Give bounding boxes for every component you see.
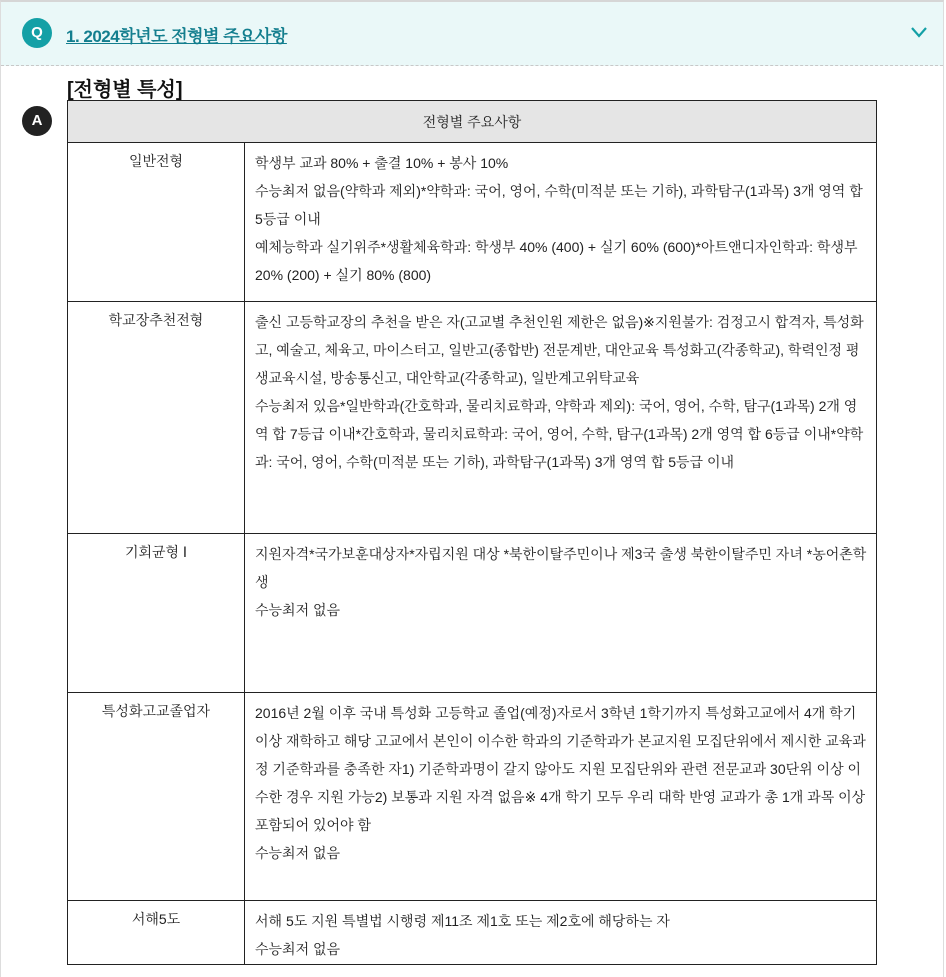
detail-line: 예체능학과 실기위주*생활체육학과: 학생부 40% (400) + 실기 60% (600)*아트앤디자인학과: 학생부 20% (200) + 실기 80% (800) bbox=[255, 239, 858, 283]
table-row bbox=[68, 901, 877, 965]
admission-details bbox=[245, 143, 877, 302]
question-badge: Q bbox=[22, 18, 52, 48]
admission-details bbox=[245, 901, 877, 965]
admission-details bbox=[245, 534, 877, 693]
admission-type: 특성화고교졸업자 bbox=[68, 693, 245, 901]
table-row bbox=[68, 302, 877, 534]
detail-line: 수능최저 없음(약학과 제외)*약학과: 국어, 영어, 수학(미적분 또는 기하), 과학탐구(1과목) 3개 영역 합 5등급 이내 bbox=[255, 183, 863, 227]
answer-badge: A bbox=[22, 106, 52, 136]
table-row bbox=[68, 534, 877, 693]
admission-type: 기회균형 Ⅰ bbox=[68, 534, 245, 693]
detail-line: 서해 5도 지원 특별법 시행령 제11조 제1호 또는 제2호에 해당하는 자 bbox=[255, 913, 670, 929]
question-title-link[interactable]: 1. 2024학년도 전형별 주요사항 bbox=[66, 27, 287, 46]
detail-line: 지원자격*국가보훈대상자*자립지원 대상 *북한이탈주민이나 제3국 출생 북한이탈주민 자녀 *농어촌학생 bbox=[255, 546, 867, 590]
detail-line: 2016년 2월 이후 국내 특성화 고등학교 졸업(예정)자로서 3학년 1학기까지 특성화고교에서 4개 학기 이상 재학하고 해당 고교에서 본인이 이수한 학과의 기준학과가 본교지원 모집단위에서 제시한 교육과정 기준학과를 충족한 자1) 기준학과명이 갈지 않아도 지원 모집단위와 관련 전문교과 30단위 이상 이수한 경우 지원 가능2) 보통과 지원 자격 없음※ 4개 학기 모두 우리 대학 반영 교과가 총 1개 과목 이상 포함되어 있어야 함 bbox=[255, 705, 866, 833]
table-row bbox=[68, 143, 877, 302]
admission-type: 학교장추천전형 bbox=[68, 302, 245, 534]
table-header: 전형별 주요사항 bbox=[68, 101, 877, 143]
chevron-down-icon[interactable] bbox=[909, 22, 929, 42]
question-header[interactable] bbox=[1, 2, 943, 66]
admission-details bbox=[245, 693, 877, 901]
admission-type: 서해5도 bbox=[68, 901, 245, 965]
table-row bbox=[68, 693, 877, 901]
detail-line: 수능최저 없음 bbox=[255, 941, 341, 957]
detail-line: 출신 고등학교장의 추천을 받은 자(고교별 추천인원 제한은 없음)※지원불가: 검정고시 합격자, 특성화고, 예술고, 체육고, 마이스터고, 일반고(종합반) 전문계반, 대안교육 특성화고(각종학교), 학력인정 평생교육시설, 방송통신고, 대안학교(각종학교), 일반계고위탁교육 bbox=[255, 314, 864, 386]
section-title: [전형별 특성] bbox=[67, 79, 183, 101]
detail-line: 수능최저 있음*일반학과(간호학과, 물리치료학과, 약학과 제외): 국어, 영어, 수학, 탐구(1과목) 2개 영역 합 7등급 이내*간호학과, 물리치료학과: 국어, 영어, 수학, 탐구(1과목) 2개 영역 합 6등급 이내*약학과: 국어, 영어, 수학(미적분 또는 기하), 과학탐구(1과목) 3개 영역 합 5등급 이내 bbox=[255, 398, 864, 470]
admission-details bbox=[245, 302, 877, 534]
detail-line: 수능최저 없음 bbox=[255, 845, 341, 861]
detail-line: 수능최저 없음 bbox=[255, 602, 341, 618]
admission-table bbox=[67, 100, 877, 965]
admission-type: 일반전형 bbox=[68, 143, 245, 302]
detail-line: 학생부 교과 80% + 출결 10% + 봉사 10% bbox=[255, 155, 509, 171]
